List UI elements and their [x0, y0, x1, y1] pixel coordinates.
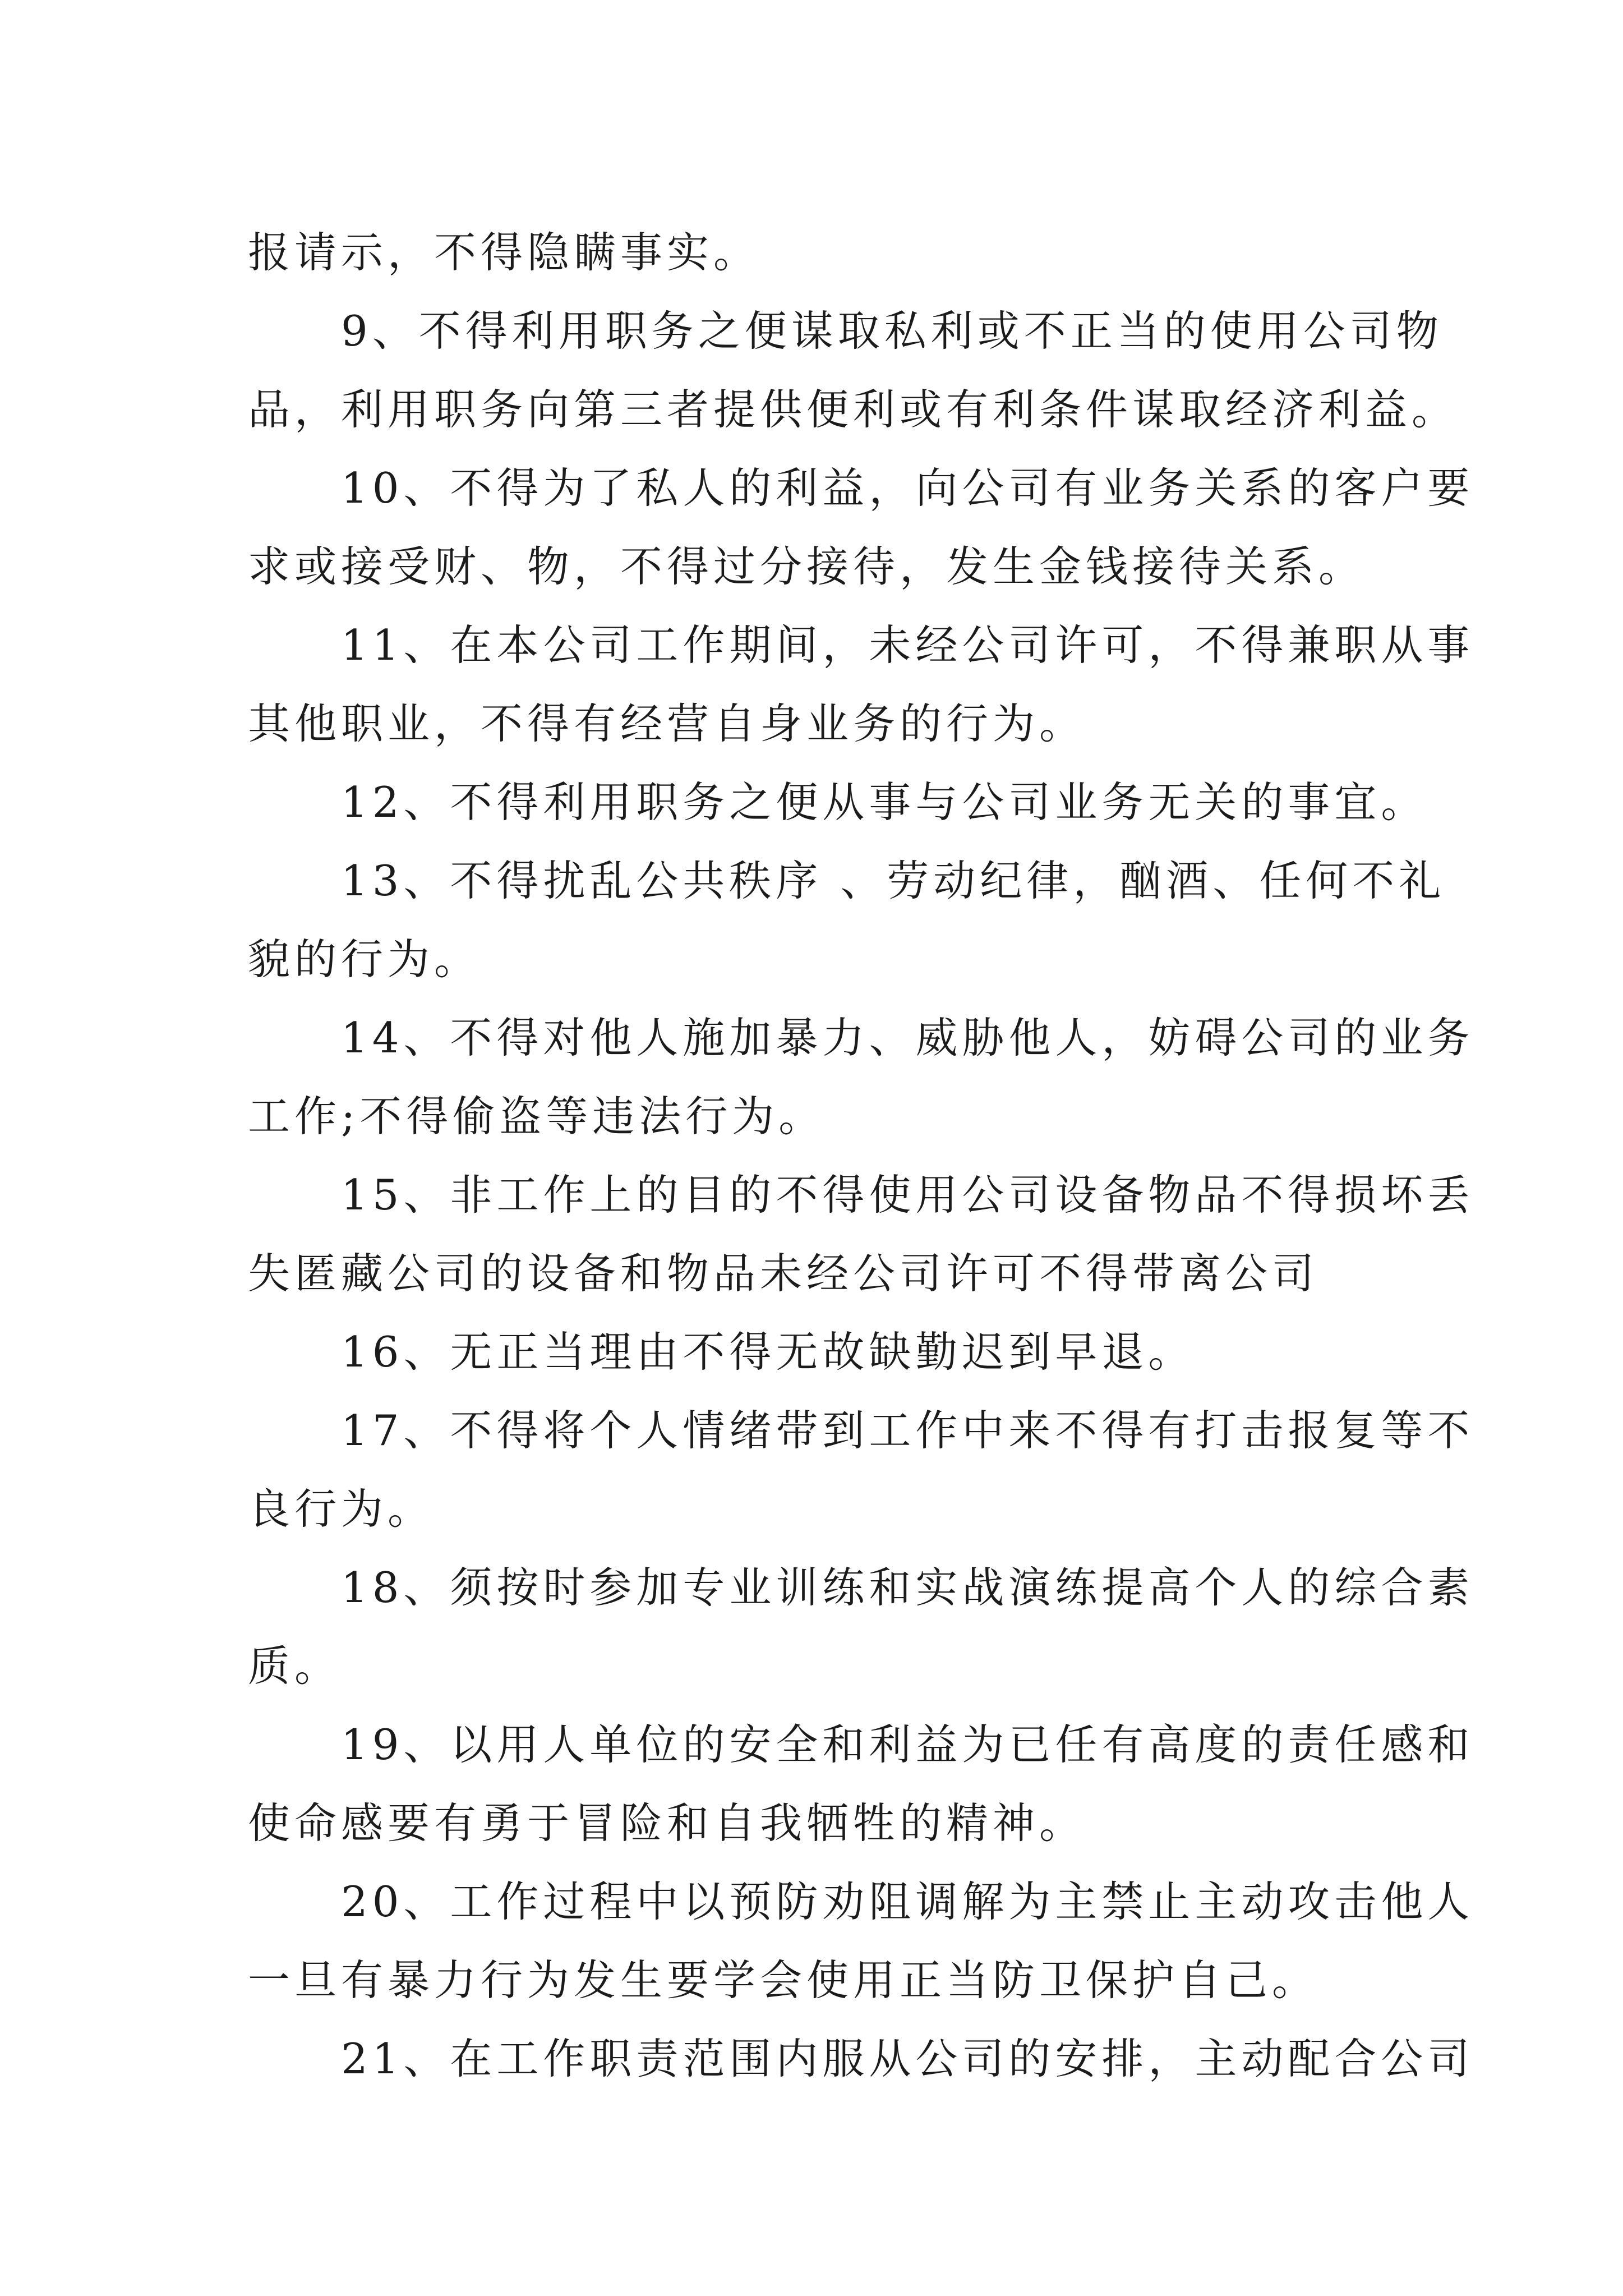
- text-line: 报请示，不得隐瞒事实。: [248, 228, 760, 277]
- text-line: 质。: [248, 1641, 342, 1691]
- text-line: 9、不得利用职务之便谋取私利或不正当的使用公司物: [248, 306, 1443, 356]
- text-line: 18、须按时参加专业训练和实战演练提高个人的综合素: [248, 1563, 1474, 1612]
- text-line: 良行为。: [248, 1484, 435, 1534]
- text-line: 21、在工作职责范围内服从公司的安排，主动配合公司: [248, 2034, 1474, 2083]
- paragraph: [248, 1156, 1474, 1313]
- paragraph: [248, 2019, 1474, 2098]
- text-line: 20、工作过程中以预防劝阻调解为主禁止主动攻击他人: [248, 1877, 1474, 1926]
- paragraph: [248, 999, 1474, 1156]
- text-line: 11、在本公司工作期间，未经公司许可，不得兼职从事: [248, 620, 1474, 670]
- text-line: 19、以用人单位的安全和利益为已任有高度的责任感和: [248, 1720, 1474, 1769]
- paragraph: [248, 1862, 1474, 2019]
- text-line: 求或接受财、物，不得过分接待，发生金钱接待关系。: [248, 542, 1366, 591]
- paragraph: [248, 606, 1474, 763]
- text-line: 失匿藏公司的设备和物品未经公司许可不得带离公司: [248, 1249, 1319, 1298]
- text-line: 工作;不得偷盗等违法行为。: [248, 1092, 826, 1141]
- document-body: [248, 213, 1474, 2098]
- text-line: 一旦有暴力行为发生要学会使用正当防卫保护自己。: [248, 1955, 1319, 2005]
- paragraph: [248, 1391, 1474, 1548]
- paragraph: [248, 841, 1446, 999]
- text-line: 12、不得利用职务之便从事与公司业务无关的事宜。: [248, 777, 1428, 827]
- text-line: 品，利用职务向第三者提供便利或有利条件谋取经济利益。: [248, 385, 1459, 434]
- text-line: 17、不得将个人情绪带到工作中来不得有打击报复等不: [248, 1406, 1474, 1455]
- text-line: 10、不得为了私人的利益，向公司有业务关系的客户要: [248, 463, 1474, 513]
- paragraph: [248, 1548, 1474, 1705]
- paragraph: [248, 763, 1428, 841]
- paragraph: [248, 449, 1474, 606]
- text-line: 13、不得扰乱公共秩序 、劳动纪律，酗酒、任何不礼: [248, 856, 1446, 905]
- text-line: 14、不得对他人施加暴力、威胁他人，妨碍公司的业务: [248, 1013, 1474, 1062]
- paragraph: [248, 292, 1459, 449]
- text-line: 其他职业，不得有经营自身业务的行为。: [248, 699, 1086, 748]
- text-line: 使命感要有勇于冒险和自我牺牲的精神。: [248, 1798, 1086, 1848]
- text-line: 16、无正当理由不得无故缺勤迟到早退。: [248, 1327, 1195, 1377]
- paragraph: [248, 1313, 1409, 1391]
- text-line: 貌的行为。: [248, 935, 481, 984]
- text-line: 15、非工作上的目的不得使用公司设备物品不得损坏丢: [248, 1170, 1474, 1220]
- paragraph: [248, 213, 1409, 292]
- paragraph: [248, 1705, 1474, 1862]
